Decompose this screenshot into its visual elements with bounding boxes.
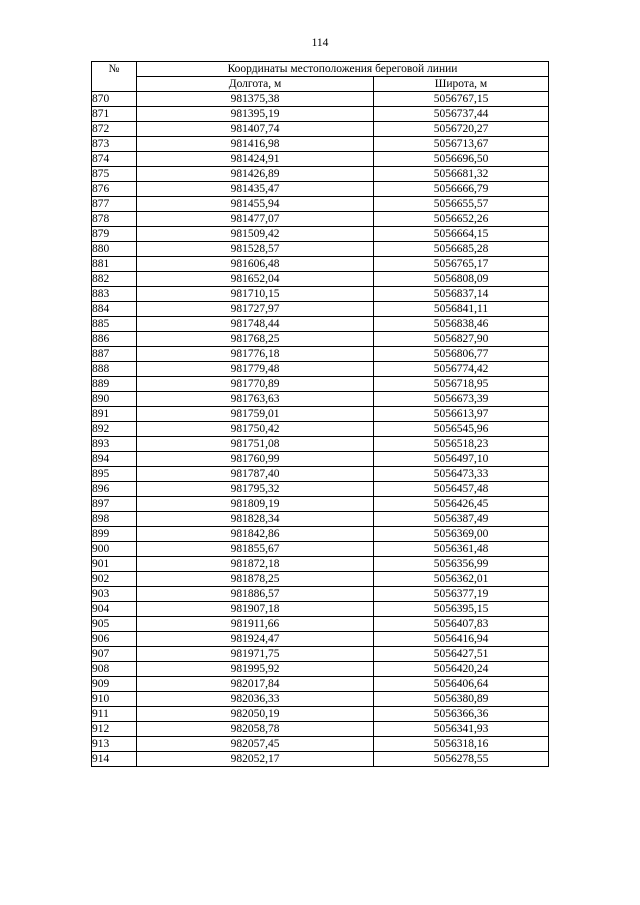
table-row (92, 497, 549, 512)
longitude-cell: 982017,84 (137, 677, 374, 692)
table-row (92, 392, 549, 407)
point-number-cell: 871 (92, 107, 137, 122)
table-row (92, 362, 549, 377)
longitude-cell: 981995,92 (137, 662, 374, 677)
table-row (92, 122, 549, 137)
table-row (92, 302, 549, 317)
table-row (92, 692, 549, 707)
table-row (92, 92, 549, 107)
longitude-cell: 981828,34 (137, 512, 374, 527)
point-number-cell: 911 (92, 707, 137, 722)
point-number-cell: 896 (92, 482, 137, 497)
table-row (92, 467, 549, 482)
table-row (92, 707, 549, 722)
table-row (92, 602, 549, 617)
point-number-cell: 882 (92, 272, 137, 287)
table-row (92, 647, 549, 662)
latitude-cell: 5056613,97 (374, 407, 549, 422)
latitude-cell: 5056341,93 (374, 722, 549, 737)
longitude-cell: 981795,32 (137, 482, 374, 497)
header-longitude: Долгота, м (137, 77, 374, 92)
latitude-cell: 5056518,23 (374, 437, 549, 452)
table-row (92, 752, 549, 767)
longitude-cell: 982036,33 (137, 692, 374, 707)
point-number-cell: 870 (92, 92, 137, 107)
page-number: 114 (311, 37, 329, 49)
latitude-cell: 5056416,94 (374, 632, 549, 647)
latitude-cell: 5056841,11 (374, 302, 549, 317)
longitude-cell: 981878,25 (137, 572, 374, 587)
table-row (92, 572, 549, 587)
point-number-cell: 909 (92, 677, 137, 692)
point-number-cell: 904 (92, 602, 137, 617)
point-number-cell: 906 (92, 632, 137, 647)
point-number-cell: 901 (92, 557, 137, 572)
latitude-cell: 5056681,32 (374, 167, 549, 182)
longitude-cell: 981760,99 (137, 452, 374, 467)
point-number-cell: 912 (92, 722, 137, 737)
point-number-cell: 914 (92, 752, 137, 767)
point-number-cell: 891 (92, 407, 137, 422)
latitude-cell: 5056664,15 (374, 227, 549, 242)
longitude-cell: 981842,86 (137, 527, 374, 542)
table-row (92, 422, 549, 437)
point-number-cell: 892 (92, 422, 137, 437)
latitude-cell: 5056545,96 (374, 422, 549, 437)
latitude-cell: 5056808,09 (374, 272, 549, 287)
latitude-cell: 5056457,48 (374, 482, 549, 497)
longitude-cell: 981748,44 (137, 317, 374, 332)
latitude-cell: 5056652,26 (374, 212, 549, 227)
longitude-cell: 981751,08 (137, 437, 374, 452)
table-row (92, 587, 549, 602)
table-row (92, 512, 549, 527)
longitude-cell: 981509,42 (137, 227, 374, 242)
latitude-cell: 5056666,79 (374, 182, 549, 197)
latitude-cell: 5056774,42 (374, 362, 549, 377)
latitude-cell: 5056837,14 (374, 287, 549, 302)
latitude-cell: 5056427,51 (374, 647, 549, 662)
table-row (92, 107, 549, 122)
longitude-cell: 981872,18 (137, 557, 374, 572)
point-number-cell: 886 (92, 332, 137, 347)
latitude-cell: 5056497,10 (374, 452, 549, 467)
latitude-cell: 5056765,17 (374, 257, 549, 272)
latitude-cell: 5056362,01 (374, 572, 549, 587)
longitude-cell: 982057,45 (137, 737, 374, 752)
point-number-cell: 894 (92, 452, 137, 467)
table-row (92, 272, 549, 287)
point-number-cell: 881 (92, 257, 137, 272)
latitude-cell: 5056377,19 (374, 587, 549, 602)
point-number-cell: 913 (92, 737, 137, 752)
latitude-cell: 5056718,95 (374, 377, 549, 392)
table-header (92, 62, 549, 92)
table-body (92, 92, 549, 767)
longitude-cell: 981727,97 (137, 302, 374, 317)
longitude-cell: 981395,19 (137, 107, 374, 122)
table-row (92, 677, 549, 692)
point-number-cell: 888 (92, 362, 137, 377)
point-number-cell: 902 (92, 572, 137, 587)
longitude-cell: 982052,17 (137, 752, 374, 767)
table-row (92, 557, 549, 572)
header-title: Координаты местоположения береговой линии (137, 62, 549, 77)
table-row (92, 437, 549, 452)
table-row (92, 332, 549, 347)
point-number-cell: 887 (92, 347, 137, 362)
table-row (92, 137, 549, 152)
point-number-cell: 895 (92, 467, 137, 482)
latitude-cell: 5056387,49 (374, 512, 549, 527)
latitude-cell: 5056696,50 (374, 152, 549, 167)
point-number-cell: 899 (92, 527, 137, 542)
table-row (92, 212, 549, 227)
longitude-cell: 981652,04 (137, 272, 374, 287)
point-number-cell: 875 (92, 167, 137, 182)
latitude-cell: 5056420,24 (374, 662, 549, 677)
longitude-cell: 981477,07 (137, 212, 374, 227)
latitude-cell: 5056380,89 (374, 692, 549, 707)
longitude-cell: 981455,94 (137, 197, 374, 212)
point-number-cell: 898 (92, 512, 137, 527)
longitude-cell: 981435,47 (137, 182, 374, 197)
table-row (92, 482, 549, 497)
table-row (92, 167, 549, 182)
table-row (92, 287, 549, 302)
longitude-cell: 982058,78 (137, 722, 374, 737)
longitude-cell: 981855,67 (137, 542, 374, 557)
point-number-cell: 890 (92, 392, 137, 407)
latitude-cell: 5056356,99 (374, 557, 549, 572)
header-latitude: Широта, м (374, 77, 549, 92)
point-number-cell: 907 (92, 647, 137, 662)
point-number-cell: 885 (92, 317, 137, 332)
table-row (92, 182, 549, 197)
point-number-cell: 893 (92, 437, 137, 452)
point-number-cell: 872 (92, 122, 137, 137)
table-row (92, 617, 549, 632)
table-row (92, 242, 549, 257)
point-number-cell: 889 (92, 377, 137, 392)
longitude-cell: 981770,89 (137, 377, 374, 392)
latitude-cell: 5056473,33 (374, 467, 549, 482)
latitude-cell: 5056827,90 (374, 332, 549, 347)
latitude-cell: 5056737,44 (374, 107, 549, 122)
table-row (92, 377, 549, 392)
latitude-cell: 5056655,57 (374, 197, 549, 212)
table-row (92, 317, 549, 332)
latitude-cell: 5056720,27 (374, 122, 549, 137)
latitude-cell: 5056426,45 (374, 497, 549, 512)
latitude-cell: 5056767,15 (374, 92, 549, 107)
latitude-cell: 5056673,39 (374, 392, 549, 407)
latitude-cell: 5056406,64 (374, 677, 549, 692)
point-number-cell: 884 (92, 302, 137, 317)
latitude-cell: 5056369,00 (374, 527, 549, 542)
table-row (92, 197, 549, 212)
table-row (92, 632, 549, 647)
latitude-cell: 5056838,46 (374, 317, 549, 332)
longitude-cell: 981776,18 (137, 347, 374, 362)
latitude-cell: 5056407,83 (374, 617, 549, 632)
longitude-cell: 981971,75 (137, 647, 374, 662)
longitude-cell: 981375,38 (137, 92, 374, 107)
longitude-cell: 981407,74 (137, 122, 374, 137)
latitude-cell: 5056278,55 (374, 752, 549, 767)
longitude-cell: 981763,63 (137, 392, 374, 407)
point-number-cell: 877 (92, 197, 137, 212)
table-row (92, 257, 549, 272)
longitude-cell: 981787,40 (137, 467, 374, 482)
latitude-cell: 5056713,67 (374, 137, 549, 152)
point-number-cell: 873 (92, 137, 137, 152)
point-number-cell: 883 (92, 287, 137, 302)
longitude-cell: 981416,98 (137, 137, 374, 152)
longitude-cell: 981424,91 (137, 152, 374, 167)
longitude-cell: 981768,25 (137, 332, 374, 347)
point-number-cell: 880 (92, 242, 137, 257)
point-number-cell: 903 (92, 587, 137, 602)
latitude-cell: 5056361,48 (374, 542, 549, 557)
longitude-cell: 981528,57 (137, 242, 374, 257)
longitude-cell: 981779,48 (137, 362, 374, 377)
longitude-cell: 981911,66 (137, 617, 374, 632)
longitude-cell: 981924,47 (137, 632, 374, 647)
table-row (92, 452, 549, 467)
longitude-cell: 981710,15 (137, 287, 374, 302)
point-number-cell: 910 (92, 692, 137, 707)
table-row (92, 152, 549, 167)
point-number-cell: 897 (92, 497, 137, 512)
point-number-cell: 878 (92, 212, 137, 227)
latitude-cell: 5056685,28 (374, 242, 549, 257)
table-row (92, 737, 549, 752)
table-row (92, 662, 549, 677)
latitude-cell: 5056395,15 (374, 602, 549, 617)
point-number-cell: 876 (92, 182, 137, 197)
coordinates-table (91, 61, 549, 767)
point-number-cell: 905 (92, 617, 137, 632)
point-number-cell: 900 (92, 542, 137, 557)
latitude-cell: 5056806,77 (374, 347, 549, 362)
longitude-cell: 981907,18 (137, 602, 374, 617)
latitude-cell: 5056318,16 (374, 737, 549, 752)
longitude-cell: 981750,42 (137, 422, 374, 437)
table-row (92, 542, 549, 557)
table-row (92, 407, 549, 422)
table-row (92, 227, 549, 242)
longitude-cell: 981886,57 (137, 587, 374, 602)
longitude-cell: 982050,19 (137, 707, 374, 722)
latitude-cell: 5056366,36 (374, 707, 549, 722)
longitude-cell: 981759,01 (137, 407, 374, 422)
header-number: № (92, 62, 137, 92)
point-number-cell: 874 (92, 152, 137, 167)
longitude-cell: 981606,48 (137, 257, 374, 272)
table-row (92, 347, 549, 362)
point-number-cell: 908 (92, 662, 137, 677)
point-number-cell: 879 (92, 227, 137, 242)
longitude-cell: 981809,19 (137, 497, 374, 512)
table-row (92, 527, 549, 542)
table-row (92, 722, 549, 737)
longitude-cell: 981426,89 (137, 167, 374, 182)
